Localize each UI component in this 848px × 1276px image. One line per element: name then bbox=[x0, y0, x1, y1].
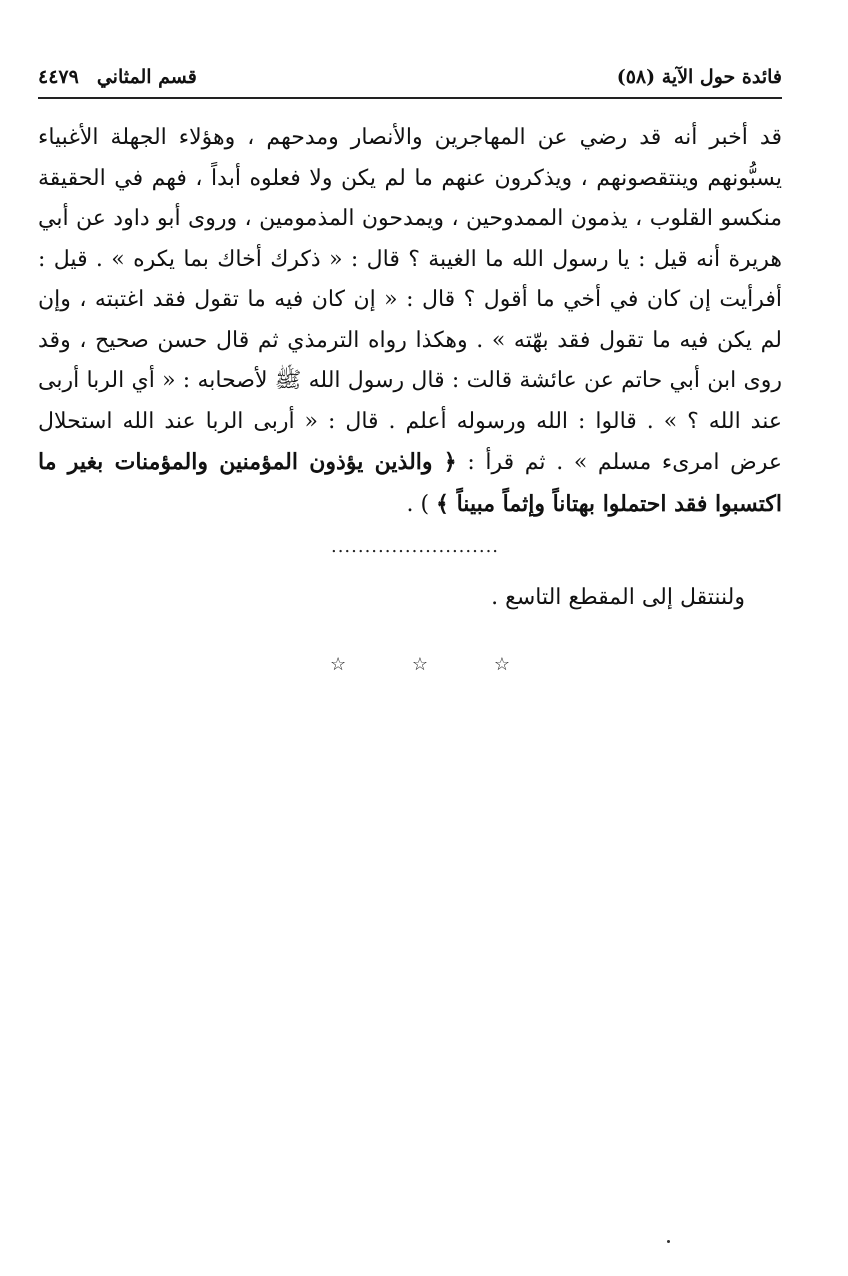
ink-speck bbox=[667, 1240, 670, 1243]
page-header bbox=[38, 62, 782, 92]
star-icon: ☆ bbox=[411, 654, 429, 675]
part-label: قسم المثاني bbox=[96, 66, 197, 88]
header-left-group bbox=[38, 66, 197, 88]
closing-line: ولننتقل إلى المقطع التاسع . bbox=[491, 585, 745, 610]
star-icon: ☆ bbox=[330, 654, 347, 675]
star-ornament bbox=[330, 654, 510, 675]
dotted-separator: ......................... bbox=[330, 536, 500, 557]
header-rule bbox=[38, 97, 782, 99]
main-text: قد أخبر أنه قد رضي عن المهاجرين والأنصار ومدحهم ، وهؤلاء الجهلة الأغبياء يسبُّونهم وينتقصونهم ، ويذكرون عنهم ما لم يكن ولا فعلوه أبداً ، فهم في الحقيقة منكسو القلوب ، يذمون الممدوحين ، ويمدحون المذمومين ، وروى أبو داود عن أبي هريرة أنه قيل : يا رسول الله ما الغيبة ؟ قال : « ذكرك أخاك بما يكره » . قيل : أفرأيت إن كان في أخي ما أقول ؟ قال : « إن كان فيه ما تقول فقد اغتبته ، وإن لم يكن فيه ما تقول فقد بهّته » . وهكذا رواه الترمذي ثم قال حسن صحيح ، وقد روى ابن أبي حاتم عن عائشة قالت : قال رسول الله ﷺ لأصحابه : « أي الربا أربى عند الله ؟ » . قالوا : الله ورسوله أعلم . قال : « أربى الربا عند الله استحلال عرض امرىء مسلم » . ثم قرأ : bbox=[38, 125, 782, 475]
star-icon: ☆ bbox=[493, 654, 510, 675]
end-text: ) . bbox=[406, 491, 437, 517]
body-paragraph bbox=[38, 118, 782, 525]
page-number: ٤٤٧٩ bbox=[38, 66, 79, 88]
section-title: فائدة حول الآية (٥٨) bbox=[616, 66, 782, 88]
quran-verse: ﴿ والذين يؤذون المؤمنين والمؤمنات بغير ما اكتسبوا فقد احتملوا بهتاناً وإثماً مبيناً ﴾ bbox=[38, 449, 782, 517]
